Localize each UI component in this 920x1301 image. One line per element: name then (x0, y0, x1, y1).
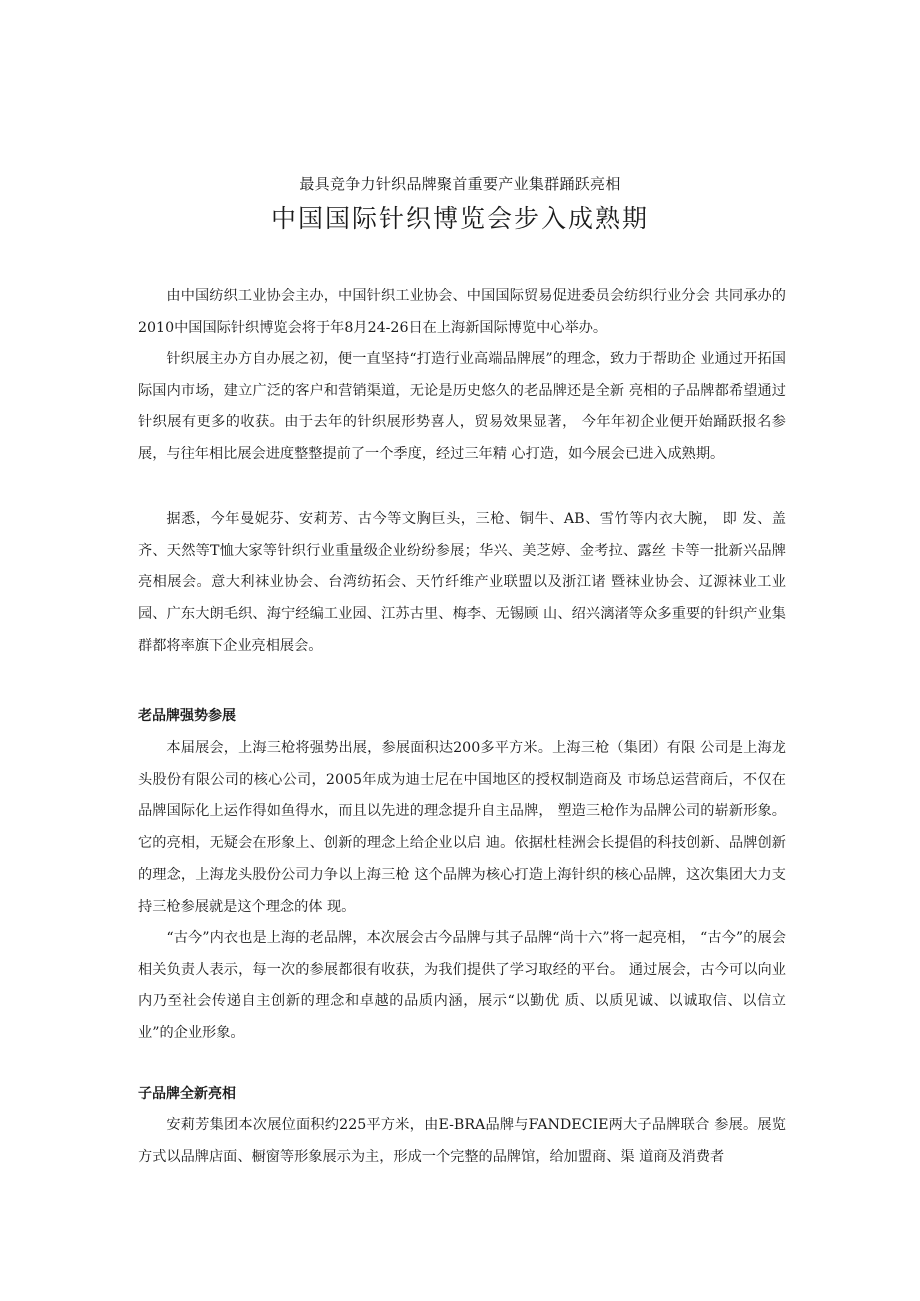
intro-paragraph-3: 据悉，今年曼妮芬、安莉芳、古今等文胸巨头，三枪、铜牛、AB、雪竹等内衣大腕， 即 发、盖齐、天然等T恤大家等针织行业重量级企业纷纷参展；华兴、美芝婷、金考拉、露丝 卡等一批新兴品牌亮相展会。意大利袜业协会、台湾纺拓会、天竹纤维产业联盟以及浙江诸 暨袜业协会、辽源袜业工业园、广东大朗毛织、海宁经编工业园、江苏古里、梅李、无锡顾 山、绍兴漓渚等众多重要的针织产业集群都将率旗下企业亮相展会。 (138, 511, 786, 654)
document-subtitle: 最具竞争力针织品牌聚首重要产业集群踊跃亮相 (299, 175, 621, 193)
old-brands-paragraph-2: “古今”内衣也是上海的老品牌，本次展会古今品牌与其子品牌“尚十六”将一起亮相， “古今”的展会相关负责人表示，每一次的参展都很有收获，为我们提供了学习取经的平台。 通过展会，古今可以向业内乃至社会传递自主创新的理念和卓越的品质内涵，展示“以勤优 质、以质见诚、以诚取信、以信立业”的企业形象。 (138, 930, 786, 1042)
intro-paragraph-1: 由中国纺织工业协会主办，中国针织工业协会、中国国际贸易促进委员会纺织行业分会 共同承办的2010中国国际针织博览会将于年8月24-26日在上海新国际博览中心举办。 (138, 288, 786, 336)
old-brands-paragraph-1: 本届展会，上海三枪将强势出展，参展面积达200多平方米。上海三枪（集团）有限 公司是上海龙头股份有限公司的核心公司，2005年成为迪士尼在中国地区的授权制造商及 市场总运营商后，不仅在品牌国际化上运作得如鱼得水，而且以先进的理念提升自主品牌， 塑造三枪作为品牌公司的崭新形象。它的亮相，无疑会在形象上、创新的理念上给企业以启 迪。依据杜桂洲会长提倡的科技创新、品牌创新的理念，上海龙头股份公司力争以上海三枪 这个品牌为核心打造上海针织的核心品牌，这次集团大力支持三枪参展就是这个理念的体 现。 (138, 740, 786, 915)
intro-paragraph-2: 针织展主办方自办展之初，便一直坚持“打造行业高端品牌展”的理念，致力于帮助企 业通过开拓国际国内市场，建立广泛的客户和营销渠道，无论是历史悠久的老品牌还是全新 亮相的子品牌都希望通过针织展有更多的收获。由于去年的针织展形势喜人，贸易效果显著， 今年年初企业便开始踊跃报名参展，与往年相比展会进度整整提前了一个季度，经过三年精 心打造，如今展会已进入成熟期。 (138, 351, 786, 463)
section-heading-sub-brands: 子品牌全新亮相 (138, 1086, 236, 1102)
document-title: 中国国际针织博览会步入成熟期 (270, 204, 649, 233)
sub-brands-paragraph-1: 安莉芳集团本次展位面积约225平方米，由E-BRA品牌与FANDECIE两大子品牌联合 参展。展览方式以品牌店面、橱窗等形象展示为主，形成一个完整的品牌馆，给加盟商、渠 道商及消费者 (138, 1117, 786, 1165)
section-heading-old-brands: 老品牌强势参展 (138, 708, 236, 724)
